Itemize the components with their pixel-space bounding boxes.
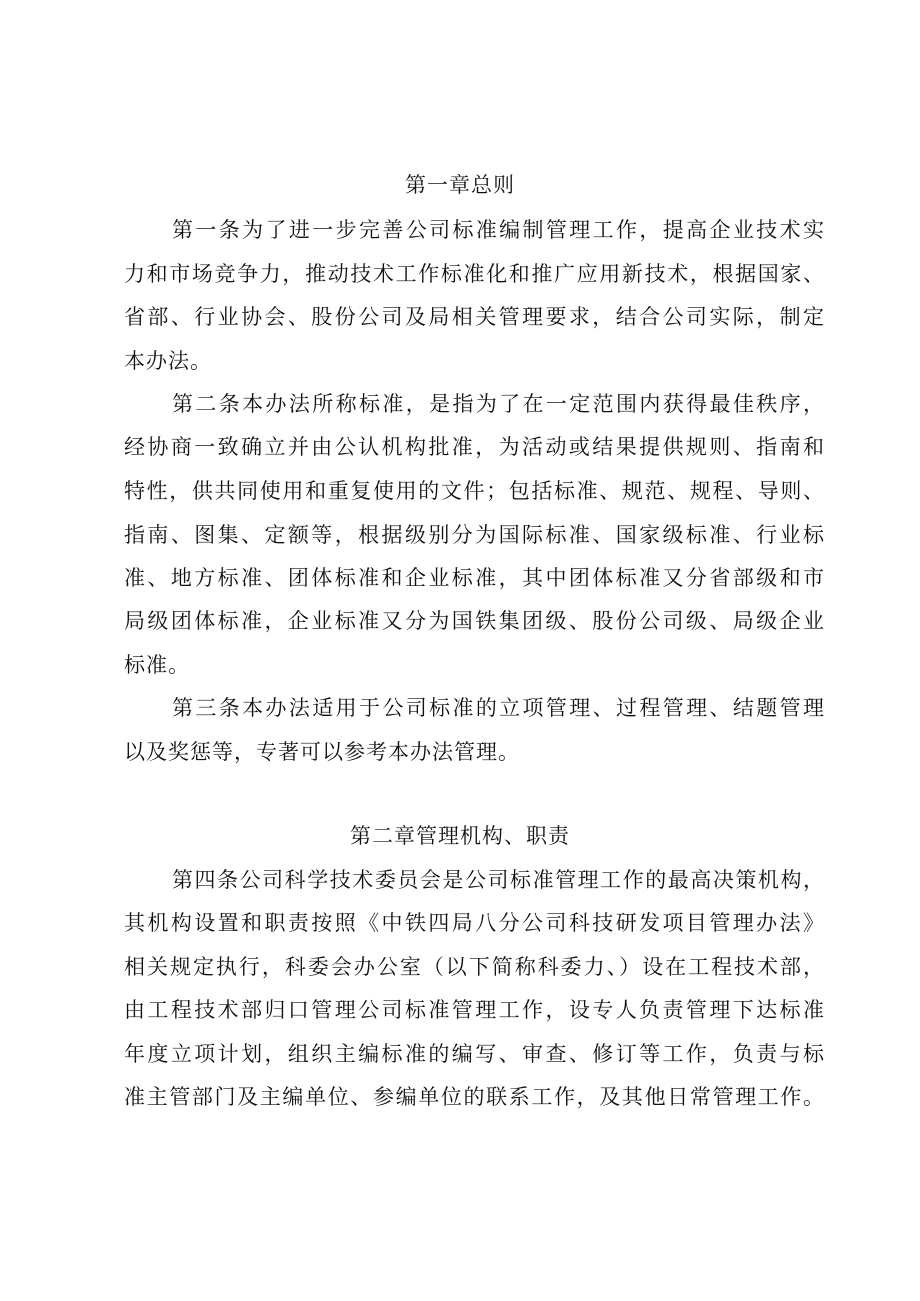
article-4-line-5: 年度立项计划，组织主编标准的编写、审查、修订等工作，负责与标 xyxy=(124,1042,824,1066)
article-2-line-7: 标准。 xyxy=(124,653,190,677)
article-4-line-2: 其机构设置和职责按照《中铁四局八分公司科技研发项目管理办法》 xyxy=(124,911,824,935)
article-2-line-4: 指南、图集、定额等，根据级别分为国际标准、国家级标准、行业标 xyxy=(124,523,824,547)
article-4-line-6: 准主管部门及主编单位、参编单位的联系工作，及其他日常管理工作。 xyxy=(124,1085,824,1109)
article-3-line-1: 第三条本办法适用于公司标准的立项管理、过程管理、结题管理 xyxy=(172,696,824,720)
article-1-line-2: 力和市场竞争力，推动技术工作标准化和推广应用新技术，根据国家、 xyxy=(124,262,824,286)
article-2-line-6: 局级团体标准，企业标准又分为国铁集团级、股份公司级、局级企业 xyxy=(124,609,824,633)
article-2-line-1: 第二条本办法所称标准，是指为了在一定范围内获得最佳秩序， xyxy=(172,392,824,416)
article-1-line-4: 本办法。 xyxy=(124,349,212,373)
article-2-line-3: 特性，供共同使用和重复使用的文件；包括标准、规范、规程、导则、 xyxy=(124,479,824,503)
article-3-line-2: 以及奖惩等，专著可以参考本办法管理。 xyxy=(124,740,520,764)
chapter-1-title: 第一章总则 xyxy=(405,173,515,197)
article-1-line-1: 第一条为了进一步完善公司标准编制管理工作，提高企业技术实 xyxy=(172,218,824,242)
chapter-2-title: 第二章管理机构、职责 xyxy=(350,824,570,848)
article-4-line-4: 由工程技术部归口管理公司标准管理工作，设专人负责管理下达标准 xyxy=(124,998,824,1022)
article-4-line-3: 相关规定执行，科委会办公室（以下简称科委力、）设在工程技术部， xyxy=(124,955,824,979)
article-2-line-5: 准、地方标准、团体标准和企业标准，其中团体标准又分省部级和市 xyxy=(124,566,824,590)
article-2-line-2: 经协商一致确立并由公认机构批准，为活动或结果提供规则、指南和 xyxy=(124,435,824,459)
article-1-line-3: 省部、行业协会、股份公司及局相关管理要求，结合公司实际，制定 xyxy=(124,305,824,329)
article-4-line-1: 第四条公司科学技术委员会是公司标准管理工作的最高决策机构， xyxy=(172,868,824,892)
